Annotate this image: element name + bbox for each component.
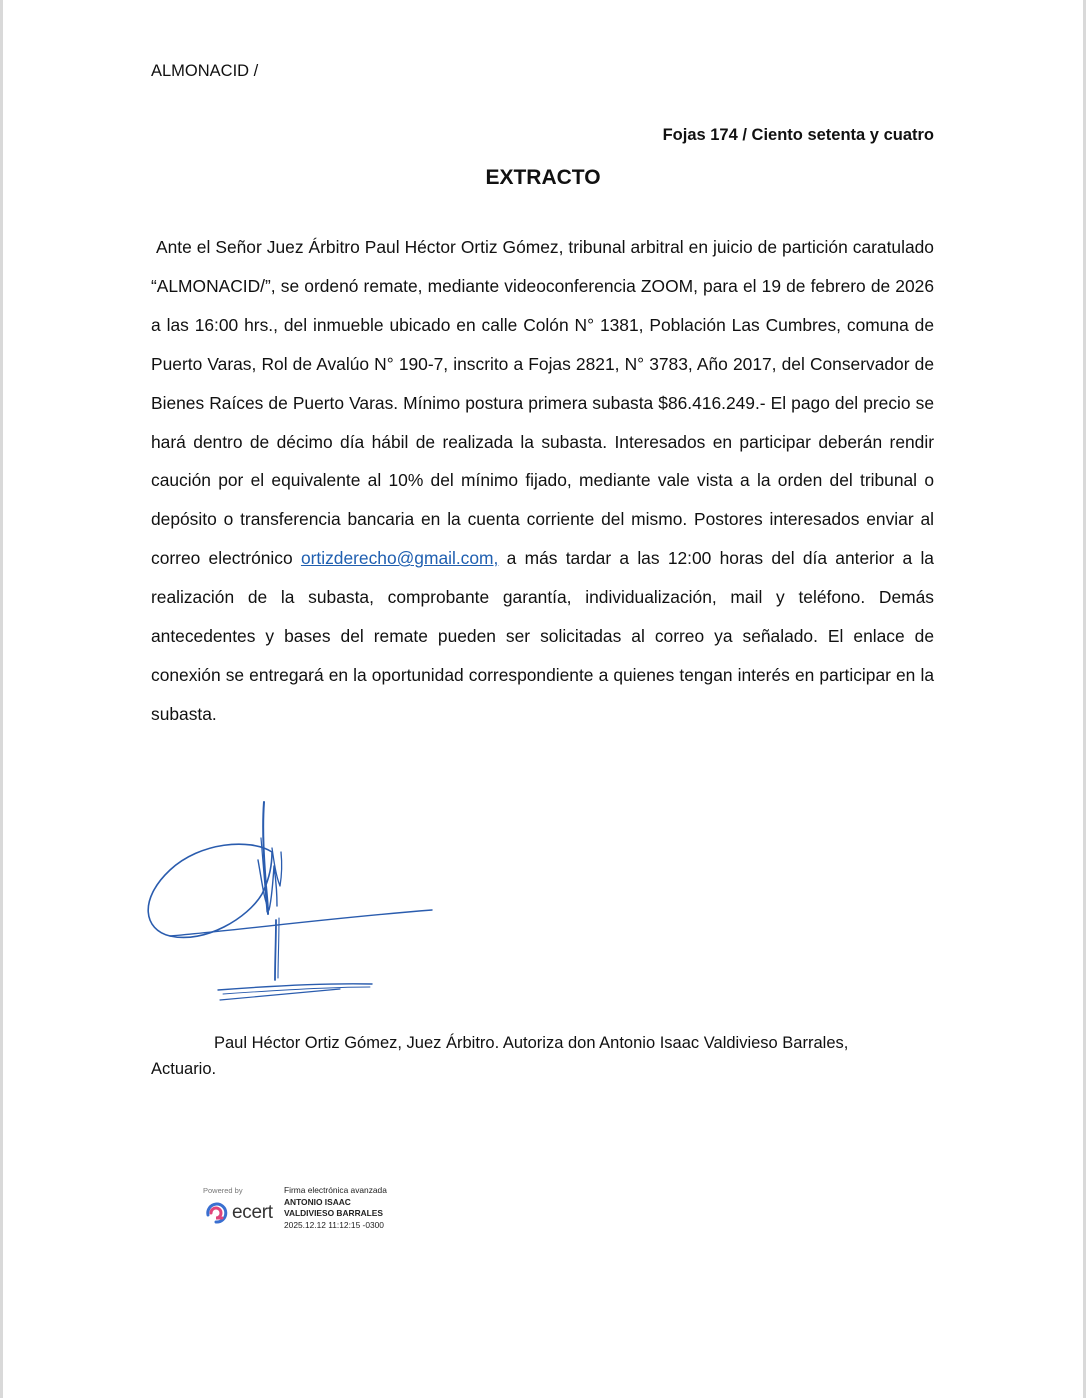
signer-line bbox=[151, 1030, 911, 1082]
signer-text-line1: Paul Héctor Ortiz Gómez, Juez Árbitro. Autoriza don Antonio Isaac Valdivieso Barrales, bbox=[214, 1034, 849, 1052]
ecert-logo-icon bbox=[202, 1199, 230, 1227]
handwritten-signature bbox=[130, 790, 460, 1020]
body-text-part2: a más tardar a las 12:00 horas del día anterior a la realización de la subasta, comprobante garantía, individualización, mail y teléfono. Demás antecedentes y bases del remate pueden ser solicitadas al correo ya señalado. El enlace de conexión se entregará en la oportunidad correspondiente a quienes tengan interés en participar en la subasta. bbox=[151, 548, 934, 724]
ecert-name-line1: ANTONIO ISAAC bbox=[284, 1196, 351, 1207]
extract-body bbox=[151, 228, 934, 734]
ecert-brand: ecert bbox=[232, 1202, 273, 1223]
ecert-signature-badge bbox=[196, 1182, 436, 1252]
page-edge-left bbox=[0, 0, 3, 1398]
case-label: ALMONACID / bbox=[151, 62, 259, 80]
fojas-label: Fojas 174 / Ciento setenta y cuatro bbox=[662, 126, 934, 144]
signer-text-line2: Actuario. bbox=[151, 1060, 217, 1078]
ecert-signature-info bbox=[284, 1185, 387, 1231]
ecert-label: Firma electrónica avanzada bbox=[284, 1185, 387, 1195]
email-link[interactable]: ortizderecho@gmail.com, bbox=[300, 548, 499, 569]
page-title: EXTRACTO bbox=[485, 166, 601, 189]
ecert-name-line2: VALDIVIESO BARRALES bbox=[284, 1208, 383, 1218]
ecert-timestamp: 2025.12.12 11:12:15 -0300 bbox=[284, 1219, 384, 1230]
powered-by-label: Powered by bbox=[203, 1186, 243, 1195]
body-text-part1: Ante el Señor Juez Árbitro Paul Héctor Ortiz Gómez, tribunal arbitral en juicio de partición caratulado “ALMONACID/”, se ordenó remate, mediante videoconferencia ZOOM, para el 19 de febrero de 2026 a las 16:00 hrs., del inmueble ubicado en calle Colón N° 1381, Población Las Cumbres, comuna de Puerto Varas, Rol de Avalúo N° 190-7, inscrito a Fojas 2821, N° 3783, Año 2017, del Conservador de Bienes Raíces de Puerto Varas. Mínimo postura primera subasta $86.416.249.- El pago del precio se hará dentro de décimo día hábil de realizada la subasta. Interesados en participar deberán rendir caución por el equivalente al 10% del mínimo fijado, mediante vale vista a la orden del tribunal o depósito o transferencia bancaria en la cuenta corriente del mismo. Postores interesados enviar al correo electrónico bbox=[151, 237, 934, 569]
